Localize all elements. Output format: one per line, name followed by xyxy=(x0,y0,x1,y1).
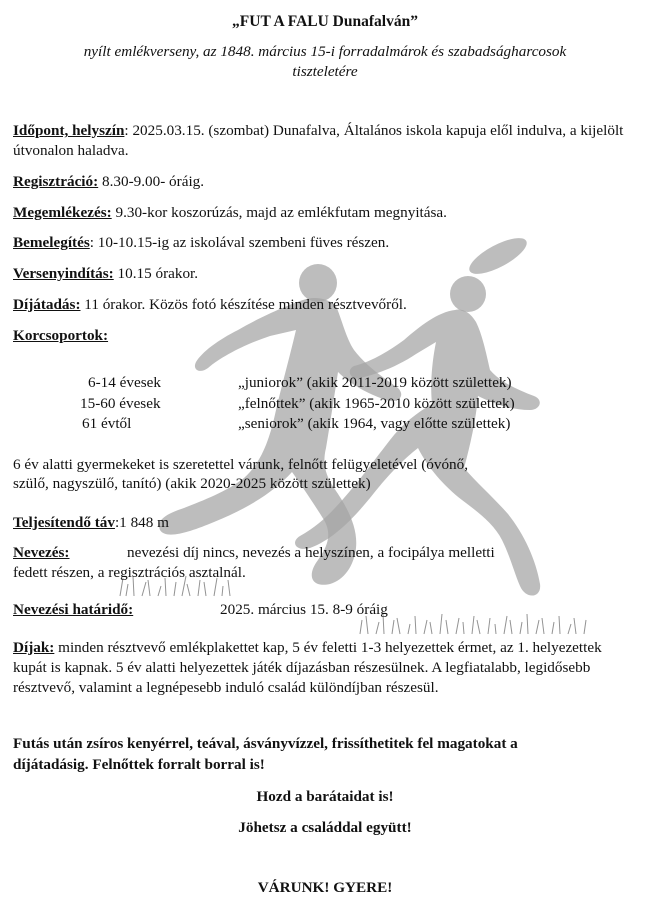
age-group-age: 15-60 évesek xyxy=(80,395,161,412)
age-groups-heading xyxy=(13,326,108,345)
deadline-value: 2025. március 15. 8-9 óráig xyxy=(220,601,388,618)
deadline-label: Nevezési határidő: xyxy=(13,601,134,618)
entry-label: Nevezés: xyxy=(13,544,70,561)
time-place-text: : 2025.03.15. (szombat) Dunafalva, Általános iskola kapuja elől indulva, a kijelölt útvonalon haladva. xyxy=(13,122,624,159)
warmup-text: : 10-10.15-ig az iskolával szembeni füves részen. xyxy=(89,234,390,251)
warmup-label: Bemelegítés xyxy=(13,234,90,251)
commemoration-text: 9.30-kor koszorúzás, majd az emlékfutam megnyitása. xyxy=(111,204,447,221)
commemoration-label: Megemlékezés: xyxy=(13,204,112,221)
age-groups-label: Korcsoportok: xyxy=(13,327,109,344)
age-group-desc: „felnőttek” (akik 1965-2010 között születtek) xyxy=(238,395,515,412)
closing-line: VÁRUNK! GYERE! xyxy=(257,879,393,896)
time-place-label: Időpont, helyszín xyxy=(13,122,125,139)
registration-text: 8.30-9.00- óráig. xyxy=(98,173,205,190)
children-note-line-1: 6 év alatti gyermekeket is szeretettel várunk, felnőtt felügyeletével (óvónő, xyxy=(13,456,469,473)
age-group-age: 6-14 évesek xyxy=(88,374,161,391)
time-place-info xyxy=(13,121,638,161)
page-title: „FUT A FALU Dunafalván” xyxy=(232,13,418,30)
after-run-line-1: Futás után zsíros kenyérrel, teával, ásványvízzel, frissíthetitek fel magatokat a xyxy=(13,735,518,752)
registration-info xyxy=(13,172,204,191)
award-ceremony-text: 11 órakor. Közös fotó készítése minden résztvevőről. xyxy=(80,296,407,313)
prizes-label: Díjak: xyxy=(13,639,55,656)
subtitle-line-1: nyílt emlékverseny, az 1848. március 15-i forradalmárok és szabadságharcosok xyxy=(83,43,567,60)
warmup-info xyxy=(13,233,389,252)
race-start-label: Versenyindítás: xyxy=(13,265,114,282)
bring-family: Jöhetsz a családdal együtt! xyxy=(238,819,412,836)
age-group-age: 61 évtől xyxy=(82,415,132,432)
prizes-text: minden résztvevő emlékplakettet kap, 5 év feletti 1-3 helyezettek érmet, az 1. helyezettek kupát is kapnak. 5 év alatti helyezettek játék díjazásban részesülnek. A legfiatalabb, legidősebb résztvevő, valamint a legnépesebb induló család különdíjban részesül. xyxy=(13,639,602,696)
race-start-text: 10.15 órakor. xyxy=(113,265,199,282)
prizes-info xyxy=(13,638,638,698)
award-ceremony-info xyxy=(13,295,407,314)
after-run-line-2: díjátadásig. Felnőttek forralt borral is! xyxy=(13,756,265,773)
distance-label: Teljesítendő táv xyxy=(13,514,115,531)
award-ceremony-label: Díjátadás: xyxy=(13,296,81,313)
distance-info xyxy=(13,513,169,532)
children-note-line-2: szülő, nagyszülő, tanító) (akik 2020-2025 között születtek) xyxy=(13,475,371,492)
grass-right xyxy=(360,614,586,634)
distance-value: :1 848 m xyxy=(114,514,169,531)
entry-text-line-2: fedett részen, a regisztrációs asztalnál. xyxy=(13,564,246,581)
registration-label: Regisztráció: xyxy=(13,173,99,190)
subtitle-line-2: tiszteletére xyxy=(292,63,358,80)
right-runner-head xyxy=(450,276,486,312)
commemoration-info xyxy=(13,203,447,222)
race-start-info xyxy=(13,264,198,283)
bring-friends: Hozd a barátaidat is! xyxy=(256,788,394,805)
entry-text-line-1: nevezési díj nincs, nevezés a helyszínen, a focipálya melletti xyxy=(127,544,495,561)
left-runner-body xyxy=(159,298,401,585)
age-group-desc: „juniorok” (akik 2011-2019 között születtek) xyxy=(238,374,512,391)
right-runner-ponytail xyxy=(465,231,532,280)
age-group-desc: „seniorok” (akik 1964, vagy előtte születtek) xyxy=(238,415,511,432)
